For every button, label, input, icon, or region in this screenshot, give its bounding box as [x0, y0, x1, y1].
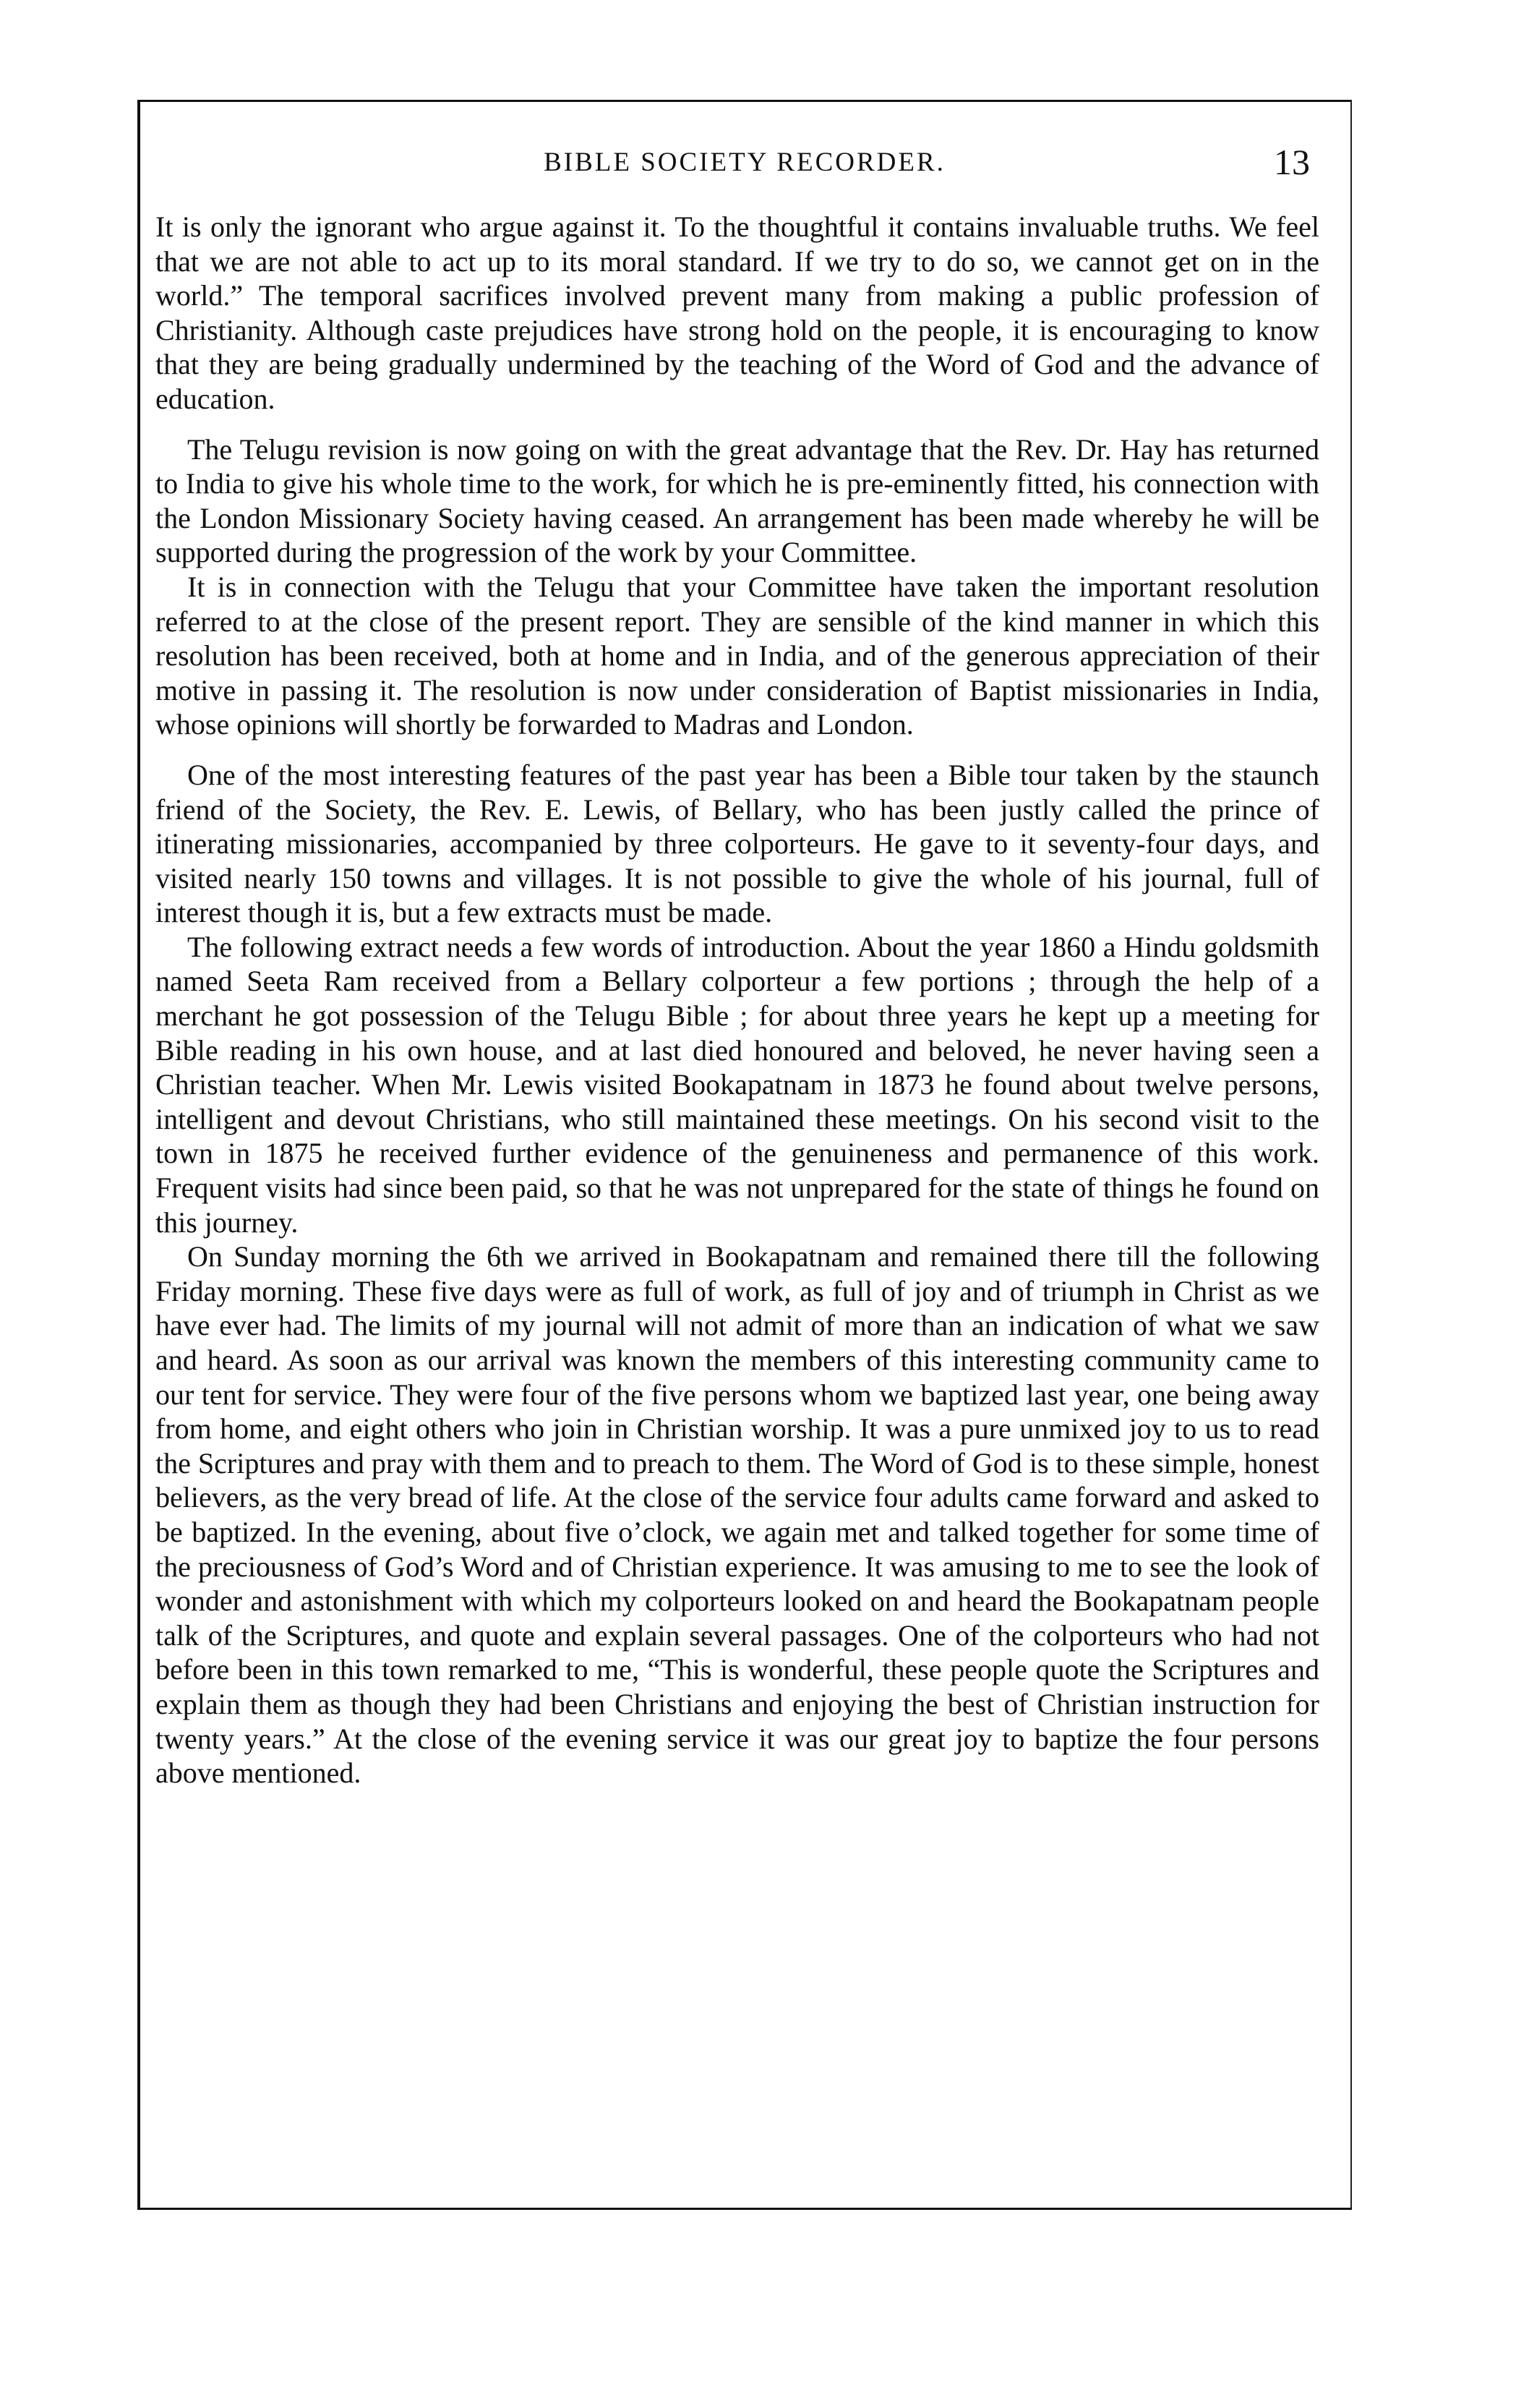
- paragraph: On Sunday morning the 6th we arrived in Bookapatnam and remained there till the following Friday morning. These five days were as full of work, as full of joy and of triumph in Christ as we have ever had. The limits of my journal will not admit of more than an indication of what we saw and heard. As soon as our arrival was known the members of this interesting community came to our tent for service. They were four of the five persons whom we baptized last year, one being away from home, and eight others who join in Christian worship. It was a pure unmixed joy to us to read the Scriptures and pray with them and to preach to them. The Word of God is to these simple, honest believers, as the very bread of life. At the close of the service four adults came forward and asked to be baptized. In the evening, about five o’clock, we again met and talked together for some time of the preciousness of God’s Word and of Christian experience. It was amusing to me to see the look of wonder and astonishment with which my colporteurs looked on and heard the Bookapatnam people talk of the Scriptures, and quote and explain several passages. One of the colporteurs who had not before been in this town remarked to me, “This is wonderful, these people quote the Scriptures and explain them as though they had been Christians and enjoying the best of Christian instruction for twenty years.” At the close of the evening service it was our great joy to baptize the four persons above mentioned.: [155, 1240, 1319, 1790]
- right-rule: [1350, 100, 1352, 2210]
- page-header: [166, 141, 1323, 192]
- running-head: BIBLE SOCIETY RECORDER.: [544, 148, 946, 177]
- paragraph: It is in connection with the Telugu that your Committee have taken the important resolution referred to at the close of the present report. They are sensible of the kind manner in which this resolution has been received, both at home and in India, and of the generous appreciation of their motive in passing it. The resolution is now under consideration of Baptist missionaries in India, whose opinions will shortly be forwarded to Madras and London.: [155, 570, 1319, 741]
- top-rule: [137, 100, 1352, 102]
- paragraph: The Telugu revision is now going on with the great advantage that the Rev. Dr. Hay has returned to India to give his whole time to the work, for which he is pre-eminently fitted, his connection with the London Missionary Society having ceased. An arrangement has been made whereby he will be supported during the progression of the work by your Committee.: [155, 432, 1319, 569]
- page-number: 13: [1274, 142, 1310, 182]
- paragraph: It is only the ignorant who argue against it. To the thoughtful it contains invaluable truths. We feel that we are not able to act up to its moral standard. If we try to do so, we cannot get on in the world.” The temporal sacrifices involved prevent many from making a public profession of Christianity. Although caste prejudices have strong hold on the people, it is encouraging to know that they are being gradually undermined by the teaching of the Word of God and the advance of education.: [155, 210, 1319, 415]
- left-rule: [137, 100, 140, 2210]
- paragraph: The following extract needs a few words of introduction. About the year 1860 a Hindu goldsmith named Seeta Ram received from a Bellary colporteur a few portions ; through the help of a merchant he got possession of the Telugu Bible ; for about three years he kept up a meeting for Bible reading in his own house, and at last died honoured and beloved, he never having seen a Christian teacher. When Mr. Lewis visited Bookapatnam in 1873 he found about twelve persons, intelligent and devout Christians, who still maintained these meetings. On his second visit to the town in 1875 he received further evidence of the genuineness and permanence of this work. Frequent visits had since been paid, so that he was not unprepared for the state of things he found on this journey.: [155, 930, 1319, 1239]
- bottom-rule: [137, 2208, 1352, 2210]
- paragraph: One of the most interesting features of the past year has been a Bible tour taken by the staunch friend of the Society, the Rev. E. Lewis, of Bellary, who has been justly called the prince of itinerating missionaries, accompanied by three colporteurs. He gave to it seventy-four days, and visited nearly 150 towns and villages. It is not possible to give the whole of his journal, full of interest though it is, but a few extracts must be made.: [155, 758, 1319, 929]
- text-column: [155, 210, 1319, 1790]
